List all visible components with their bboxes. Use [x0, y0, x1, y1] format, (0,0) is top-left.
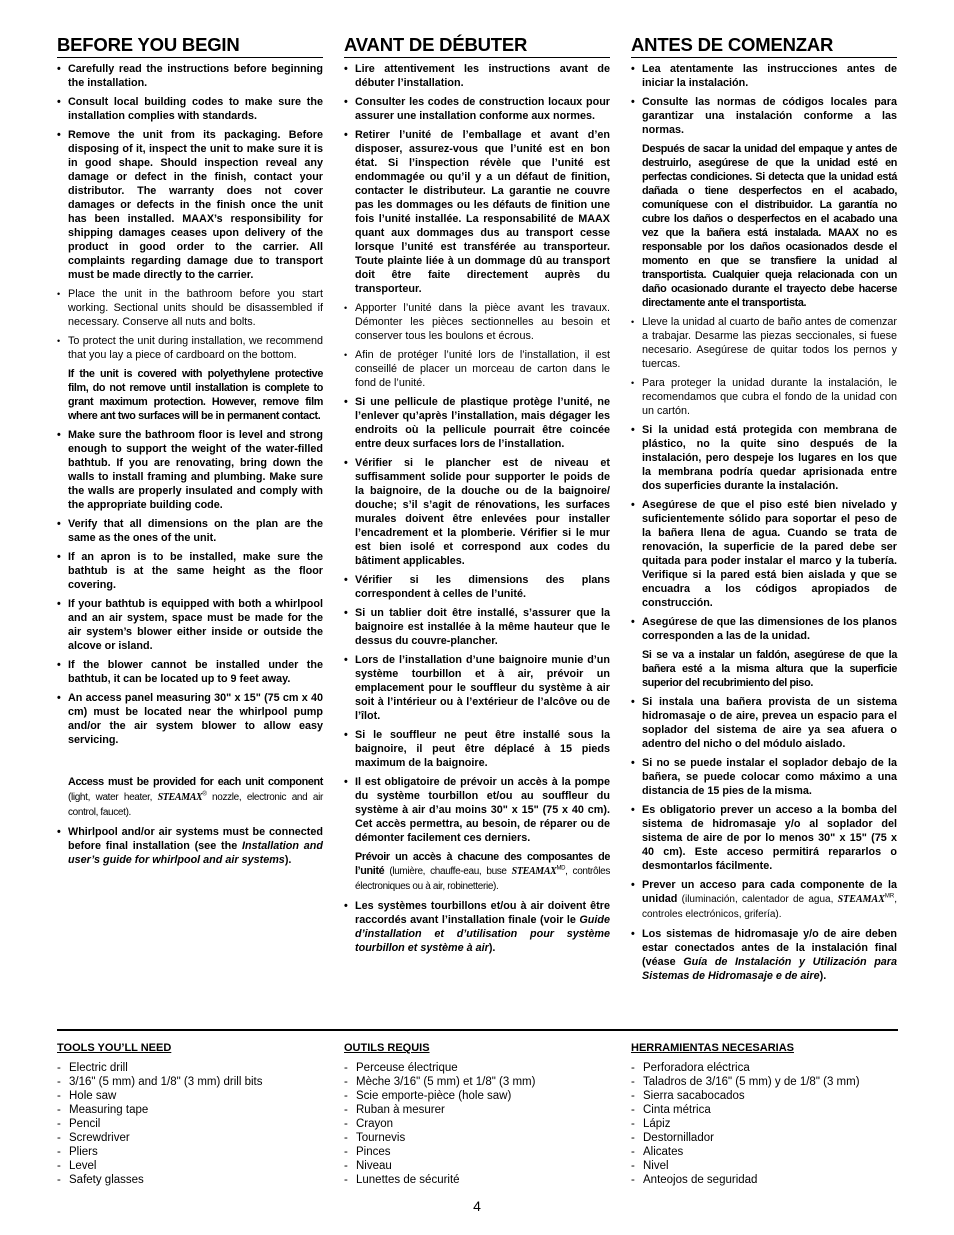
list-item: • Il est obligatoire de prévoir un accès à la pompe du système tourbillon et/ou au souffleur du système à air d’au moins 30" x 15" (75 x 40 cm). Cet accès permettra, au besoin, de réparer ou de démonter facilement ces derniers.: [344, 775, 610, 845]
tool-item: - Level: [57, 1159, 327, 1173]
access-bold-text: Prever un acceso para cada componente de la unidad: [642, 879, 897, 905]
list-item: • Afin de protéger l’unité lors de l’installation, il est conseillé de placer un morceau de carton dans le fond de l’unité.: [344, 348, 610, 390]
list-item: • Lire attentivement les instructions avant de débuter l’installation.: [344, 62, 610, 90]
registered-mark: MR: [884, 893, 895, 900]
list-item: • If an apron is to be installed, make sure the bathtub is at the same height as the floor covering.: [57, 550, 323, 592]
list-item: • Retirer l’unité de l’emballage et avant d’en disposer, assurez-vous que l’unité est en bon état. Si l’inspection révèle que l’unité est endommagée ou qu’il y a un défaut de finition, contacter le distributeur. La garantie ne couvre pas les dommages ou les défauts de finition une fois l’unité installée. La responsabilité de MAAX quant aux dommages dus au transport cesse lorsque l’unité est transférée au transporteur. Toute plainte liée à un dommage dû au transport doit être faite directement auprès du transporteur.: [344, 128, 610, 296]
access-detail-text: [355, 866, 610, 892]
tool-item: - Perforadora eléctrica: [631, 1061, 901, 1075]
tools-list: [344, 1061, 614, 1187]
list-item: • Vérifier si les dimensions des plans correspondent à celles de l’unité.: [344, 573, 610, 601]
steamax-brand: STEAMAX: [837, 894, 885, 905]
whirl-pre: Los sistemas de hidromasaje y/o de aire deben estar conectados antes de la instalación final (véase: [642, 928, 897, 968]
whirl-post: ).: [284, 854, 292, 866]
list-item: • Si instala una bañera provista de un sistema hidromasaje o de aire, prevea un espacio para el soplador del sistema de aire ya sea afuera o adentro del nicho o del módulo aislado.: [631, 695, 897, 751]
tool-item: - Crayon: [344, 1117, 614, 1131]
tool-item: - Cinta métrica: [631, 1103, 901, 1117]
tool-item: - Pinces: [344, 1145, 614, 1159]
tool-item: - Ruban à mesurer: [344, 1103, 614, 1117]
access-bold-text: Prévoir un accès à chacune des composantes de l’unité: [355, 851, 610, 877]
list-item: • Si la unidad está protegida con membrana de plástico, no la quite sino después de la instalación, pero despeje los lugares en los que la membrana podría quedar aprisionada entre dos superficies durante la instalación.: [631, 423, 897, 493]
tool-item: - Hole saw: [57, 1089, 327, 1103]
tools-title: TOOLS YOU’LL NEED: [57, 1042, 172, 1054]
whirl-post: ).: [488, 942, 496, 954]
list-item: • Asegúrese de que el piso esté bien nivelado y suficientemente sólido para soportar el peso de la bañera llena de agua. Cuando se trata de renovación, la superficie de la pared debe ser quitada para poder instalar el marco y la tubería. Verifique si la pared está bien aislada y que se encuadra a los códigos apropiados de construcción.: [631, 498, 897, 610]
list-item: • Verify that all dimensions on the plan are the same as the ones of the unit.: [57, 517, 323, 545]
guide-title: Guía de Instalación y Utilización para Sistemas de Hidromasaje e de aire: [642, 956, 897, 982]
list-item: • Lea atentamente las instrucciones antes de iniciar la instalación.: [631, 62, 897, 90]
list-item: • Es obligatorio prever un acceso a la bomba del sistema de hidromasaje y/o al soplador del sistema de aire de por lo menos 30" x 15" (75 x 40 cm). Este acceso permitirá repararlos o desmontarlos fácilmente.: [631, 803, 897, 873]
tools-list: [631, 1061, 901, 1187]
list-item: • If your bathtub is equipped with both a whirlpool and an air system, space must be made for the air system’s blower either inside or outside the alcove or island.: [57, 597, 323, 653]
list-item: • Lleve la unidad al cuarto de baño antes de comenzar a trabajar. Desarme las piezas seccionales, si fuese necesario. Asegúrese de quitar todos los pernos y tuercas.: [631, 315, 897, 371]
tool-item: - Anteojos de seguridad: [631, 1173, 901, 1187]
list-item: • Si une pellicule de plastique protège l’unité, ne l’enlever qu’après l’installation, mais dégager les endroits où la pellicule pourrait être coincée entre deux surfaces lors de l’installation.: [344, 395, 610, 451]
tool-item: - Niveau: [344, 1159, 614, 1173]
instruction-list: [631, 62, 897, 983]
tool-item: - Screwdriver: [57, 1131, 327, 1145]
steamax-brand: STEAMAX: [511, 866, 557, 877]
access-detail-text: [642, 894, 897, 920]
list-item: • Lors de l’installation d’une baignoire munie d’un système tourbillon et à air, prévoir un emplacement pour le souffleur du système à air soit à l’intérieur ou à l’extérieur de l’alcôve ou de l’îlot.: [344, 653, 610, 723]
list-item: • Vérifier si le plancher est de niveau et suffisamment solide pour supporter le poids de la baignoire, de la douche ou de la baignoire/ douche; s’il s’agit de rénovations, les surfaces murales doivent être enlevées pour installer l’encadrement et la plomberie. Vérifier si le mur est bien isolé et correspond aux codes du bâtiment applicables.: [344, 456, 610, 568]
access-pre: (light, water heater,: [68, 792, 158, 803]
tool-item: - Scie emporte-pièce (hole saw): [344, 1089, 614, 1103]
list-item: • Si le souffleur ne peut être installé sous la baignoire, il peut être déplacé à 15 pieds maximum de la baignoire.: [344, 728, 610, 770]
access-pre: (iluminación, calentador de agua,: [677, 894, 838, 905]
registered-mark: MD: [556, 865, 566, 872]
list-item: • Consult local building codes to make sure the installation complies with standards.: [57, 95, 323, 123]
guide-title: Guide d’installation et d’utilisation pour système tourbillon et système à air: [355, 914, 610, 954]
access-post: nozzle, electronic and air control, faucet).: [68, 792, 323, 818]
tool-item: - Lunettes de sécurité: [344, 1173, 614, 1187]
access-post: , contrôles électroniques ou à air, robinetterie).: [355, 866, 610, 892]
list-item: • Place the unit in the bathroom before you start working. Sectional units should be disassembled if necessary. Conserve all nuts and bolts.: [57, 287, 323, 329]
page-number: 4: [473, 1198, 481, 1214]
section-divider: [57, 1029, 898, 1031]
list-item: • If the blower cannot be installed under the bathtub, it can be located up to 9 feet away.: [57, 658, 323, 686]
list-item-whirlpool: [57, 825, 323, 867]
tool-item: - Tournevis: [344, 1131, 614, 1145]
instruction-list: [57, 62, 323, 867]
tool-item: - Alicates: [631, 1145, 901, 1159]
tool-item: - 3/16" (5 mm) and 1/8" (3 mm) drill bits: [57, 1075, 327, 1089]
list-item: • Make sure the bathroom floor is level and strong enough to support the weight of the water-filled bathtub. If you are renovating, bring down the walls to install framing and plumbing. Make sure the walls are properly insulated and comply with the appropriate building code.: [57, 428, 323, 512]
list-item: • To protect the unit during installation, we recommend that you lay a piece of cardboard on the bottom.: [57, 334, 323, 362]
list-item-whirlpool: [631, 927, 897, 983]
registered-mark: ®: [202, 791, 207, 798]
access-detail-text: [68, 792, 323, 818]
tool-item: - Perceuse électrique: [344, 1061, 614, 1075]
tool-item: - Pencil: [57, 1117, 327, 1131]
tool-item: - Mèche 3/16" (5 mm) et 1/8" (3 mm): [344, 1075, 614, 1089]
tools-english: [57, 1040, 327, 1187]
guide-title: Installation and user’s guide for whirlpool and air systems: [68, 840, 323, 866]
section-heading: ANTES DE COMENZAR: [631, 34, 897, 58]
list-item: • Remove the unit from its packaging. Before disposing of it, inspect the unit to make sure it is in good shape. Should inspection reveal any damage or defect in the finish, contact your distributor. The warranty does not cover damages or defects in the finish once the unit has been installed. MAAX’s responsibility for shipping damages ceases upon delivery of the product in good order to the carrier. All complaints regarding damage due to transport must be made directly to the carrier.: [57, 128, 323, 282]
column-french: [344, 34, 610, 960]
list-item: • Si no se puede instalar el soplador debajo de la bañera, se puede colocar como máximo a una distancia de 15 pies de la misma.: [631, 756, 897, 798]
column-english: [57, 34, 323, 872]
section-heading: BEFORE YOU BEGIN: [57, 34, 323, 58]
tool-item: - Sierra sacabocados: [631, 1089, 901, 1103]
list-item: • An access panel measuring 30" x 15" (75 cm x 40 cm) must be located near the whirlpool pump and/or the air system blower to allow easy servicing.: [57, 691, 323, 747]
list-item: • Consulter les codes de construction locaux pour assurer une installation conforme aux normes.: [344, 95, 610, 123]
tool-item: - Safety glasses: [57, 1173, 327, 1187]
tools-list: [57, 1061, 327, 1187]
access-bold-text: Access must be provided for each unit component: [68, 776, 323, 788]
tool-item: - Electric drill: [57, 1061, 327, 1075]
whirl-post: ).: [819, 970, 827, 982]
list-item-access: [57, 775, 323, 820]
whirl-pre: Whirlpool and/or air systems must be connected before final installation (see the: [68, 826, 323, 852]
tool-item: - Lápiz: [631, 1117, 901, 1131]
list-item-access: [631, 878, 897, 922]
steamax-brand: STEAMAX: [157, 792, 203, 803]
tools-spanish: [631, 1040, 901, 1187]
whirl-pre: Les systèmes tourbillons et/ou à air doivent être raccordés avant l’installation finale (voir le: [355, 900, 610, 926]
list-item: • Asegúrese de que las dimensiones de los planos corresponden a las de la unidad.: [631, 615, 897, 643]
list-item: Después de sacar la unidad del empaque y antes de destruirlo, asegúrese de que la unidad esté en perfectas condiciones. Si detecta que la unidad está dañada o tiene desperfectos en el acabado, comuníquese con el distribuidor. La garantía no cubre los daños o desperfectos en el acabado una vez que la bañera está instalada. MAAX no es responsable por los daños ocasionados desde el momento en que se transfiere la unidad al transportista. Cualquier queja relacionada con un daño ocasionado durante el trayecto debe hacerse directamente ante el transportista.: [642, 143, 897, 309]
list-item: • Apporter l’unité dans la pièce avant les travaux. Démonter les pièces sectionnelles au besoin et conserver tous les boulons et écrous.: [344, 301, 610, 343]
tools-french: [344, 1040, 614, 1187]
list-item: • Carefully read the instructions before beginning the installation.: [57, 62, 323, 90]
access-pre: (lumière, chauffe-eau, buse: [384, 866, 512, 877]
tool-item: - Pliers: [57, 1145, 327, 1159]
list-item: • Para proteger la unidad durante la instalación, le recomendamos que cubra el fondo de la unidad con un cartón.: [631, 376, 897, 418]
tools-title: OUTILS REQUIS: [344, 1042, 430, 1054]
column-spanish: [631, 34, 897, 988]
section-heading: AVANT DE DÉBUTER: [344, 34, 610, 58]
tool-item: - Measuring tape: [57, 1103, 327, 1117]
tool-item: - Nivel: [631, 1159, 901, 1173]
list-item: Si se va a instalar un faldón, asegúrese de que la bañera esté a la misma altura que la superficie superior del recubrimiento del piso.: [642, 649, 897, 689]
instruction-list: [344, 62, 610, 955]
list-item-access: [344, 850, 610, 894]
tool-item: - Destornillador: [631, 1131, 901, 1145]
list-item: If the unit is covered with polyethylene protective film, do not remove until installation is complete to grant maximum protection. However, remove film where ant two surfaces will be in permanent contact.: [68, 368, 323, 422]
list-item: • Si un tablier doit être installé, s’assurer que la baignoire est installée à la même hauteur que le dessus du couvre-plancher.: [344, 606, 610, 648]
list-item-whirlpool: [344, 899, 610, 955]
list-item: • Consulte las normas de códigos locales para garantizar una instalación conforme a las normas.: [631, 95, 897, 137]
tools-title: HERRAMIENTAS NECESARIAS: [631, 1042, 794, 1054]
tool-item: - Taladros de 3/16" (5 mm) y de 1/8" (3 mm): [631, 1075, 901, 1089]
access-post: , controles electrónicos, grifería).: [642, 894, 897, 920]
